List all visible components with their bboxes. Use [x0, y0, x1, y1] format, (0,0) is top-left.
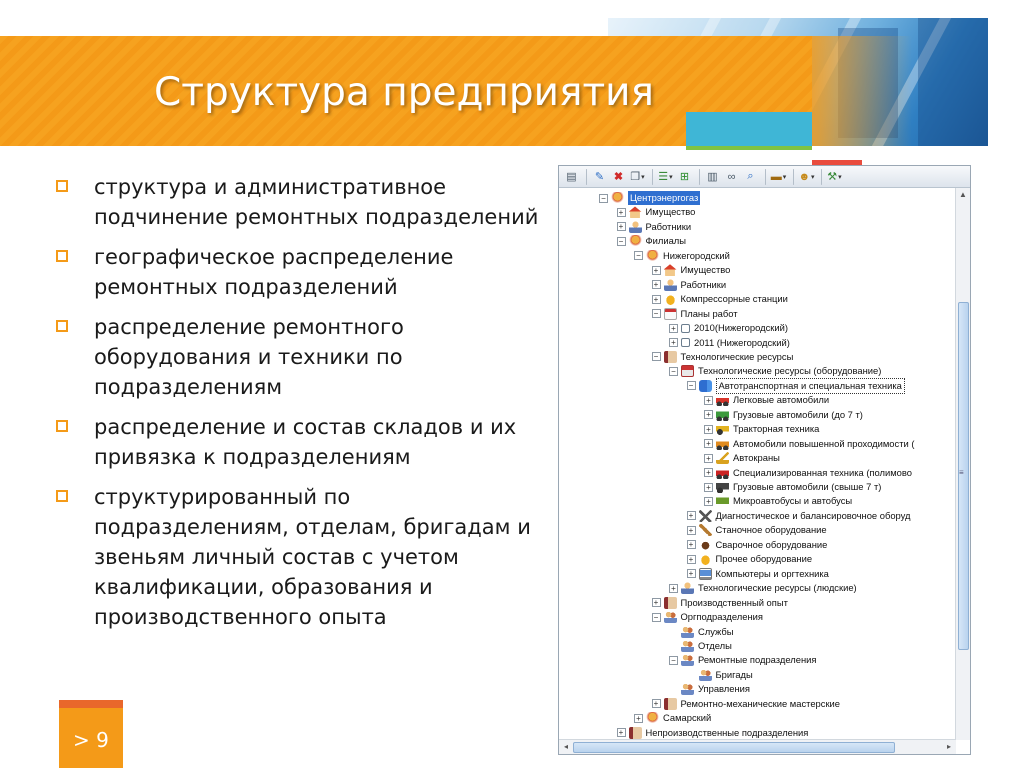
bullet-item: [52, 412, 548, 472]
bullet-square-icon: [56, 490, 68, 502]
binoculars-icon[interactable]: ∞: [727, 170, 736, 183]
tree-node[interactable]: [704, 393, 829, 407]
expand-icon[interactable]: +: [652, 699, 661, 708]
tree-node[interactable]: [704, 408, 863, 422]
tree-node-label: Грузовые автомобили (свыше 7 т): [733, 481, 882, 492]
tree-node[interactable]: [652, 350, 794, 364]
bullet-item: [52, 312, 548, 402]
people-icon: [681, 683, 694, 695]
tree-node-label: Ремонтно-механические мастерские: [680, 697, 841, 709]
tree-window: [558, 165, 971, 755]
org-icon: [646, 712, 659, 724]
btruck-icon: [716, 481, 729, 493]
toolbar-separator: [765, 169, 766, 185]
tree-node[interactable]: [669, 639, 732, 653]
bullet-item: [52, 172, 548, 232]
tree-node[interactable]: [669, 653, 816, 667]
tree-node-label: Планы работ: [680, 307, 738, 319]
page-number-bar: [59, 700, 123, 708]
tree-node[interactable]: [687, 552, 813, 566]
page-number: > 9: [73, 728, 109, 752]
expand-icon[interactable]: +: [704, 396, 713, 405]
tree-node[interactable]: [652, 307, 738, 321]
tree-node-label: Технологические ресурсы: [680, 350, 794, 362]
tree-node[interactable]: [652, 292, 788, 306]
tree-node-label: Отделы: [698, 639, 732, 651]
bullet-square-icon: [56, 320, 68, 332]
scroll-left-icon[interactable]: ◂: [563, 742, 568, 751]
expand-icon[interactable]: +: [669, 338, 678, 347]
green-accent: [686, 146, 812, 150]
tree-node-label: Тракторная техника: [733, 423, 820, 435]
person-icon: [681, 582, 694, 594]
check-icon: [681, 324, 690, 333]
tree-node[interactable]: [652, 610, 763, 624]
layout-icon[interactable]: ▬ ▾: [770, 169, 787, 185]
tree-node-label: 2011 (Нижегородский): [694, 336, 790, 348]
tools-icon[interactable]: ⚒ ▾: [826, 169, 843, 185]
bullet-square-icon: [56, 180, 68, 192]
tree-node[interactable]: [617, 205, 696, 219]
tree-node[interactable]: [704, 466, 912, 480]
tree-node[interactable]: [687, 509, 911, 523]
med-icon: [681, 365, 694, 377]
crane-icon: [716, 452, 729, 464]
horizontal-scroll-thumb[interactable]: [573, 742, 895, 753]
expand-icon[interactable]: +: [652, 598, 661, 607]
tree-node-label: Легковые автомобили: [733, 394, 830, 406]
report-icon[interactable]: ▥: [707, 171, 718, 183]
leaf-spacer: [669, 685, 678, 694]
collapse-icon[interactable]: −: [634, 251, 643, 260]
tree-node[interactable]: [704, 494, 852, 508]
tree-node-label: Службы: [698, 625, 734, 637]
bullet-text: географическое распределение ремонтных подразделений: [94, 245, 454, 299]
scroll-up-icon[interactable]: ▲: [959, 190, 967, 199]
expand-icon[interactable]: +: [652, 280, 661, 289]
org-icon: [646, 250, 659, 262]
new-icon[interactable]: ▤: [566, 171, 577, 183]
tree-node-label: Микроавтобусы и автобусы: [733, 495, 853, 507]
lathe-icon: [699, 524, 712, 536]
expand-icon[interactable]: +: [687, 555, 696, 564]
tree-node[interactable]: [652, 596, 788, 610]
expand-icon[interactable]: +: [704, 425, 713, 434]
expand-icon[interactable]: +: [704, 468, 713, 477]
toolbar-separator: [652, 169, 653, 185]
tree-node-label: Имущество: [680, 264, 731, 276]
page-number-block: [59, 700, 123, 768]
expand-icon[interactable]: +: [687, 511, 696, 520]
tree-node-label: Компрессорные станции: [680, 293, 788, 305]
people-icon: [681, 626, 694, 638]
properties-icon[interactable]: ☰ ▾: [657, 169, 674, 185]
weld-icon: [699, 539, 712, 551]
toolbar-separator: [699, 169, 700, 185]
people-icon: [664, 611, 677, 623]
tree-node[interactable]: [669, 336, 790, 350]
bullet-list: [52, 172, 548, 642]
horizontal-scrollbar[interactable]: [559, 739, 956, 754]
expand-icon[interactable]: +: [652, 266, 661, 275]
toolbar-separator: [793, 169, 794, 185]
tree-node-label: Ремонтные подразделения: [698, 654, 817, 666]
collapse-icon[interactable]: −: [669, 367, 678, 376]
tree-node[interactable]: [704, 437, 914, 451]
export-icon[interactable]: ⊞: [679, 171, 690, 183]
tree-node[interactable]: [669, 581, 857, 595]
pc-icon: [699, 568, 712, 580]
tree-node-label: Прочее оборудование: [715, 553, 813, 565]
bullet-text: структура и административное подчинение ремонтных подразделений: [94, 175, 539, 229]
tree-node-label: Диагностическое и балансировочное оборуд: [715, 509, 911, 521]
collapse-icon[interactable]: −: [652, 352, 661, 361]
tree-node[interactable]: [704, 422, 819, 436]
leaf-spacer: [687, 670, 696, 679]
person-icon: [629, 221, 642, 233]
tree-node-label: Автомобили повышенной проходимости (: [733, 437, 915, 449]
tree-node[interactable]: [634, 249, 730, 263]
expand-icon[interactable]: +: [669, 584, 678, 593]
expand-icon[interactable]: +: [617, 728, 626, 737]
collapse-icon[interactable]: −: [687, 381, 696, 390]
tree-node[interactable]: [652, 697, 841, 711]
slide-title: Структура предприятия: [154, 70, 654, 115]
people-icon: [681, 654, 694, 666]
expand-icon[interactable]: +: [687, 540, 696, 549]
expand-icon[interactable]: +: [634, 714, 643, 723]
car-icon: [716, 394, 729, 406]
book-icon: [629, 727, 642, 739]
tree-node[interactable]: [687, 567, 829, 581]
book-icon: [664, 597, 677, 609]
tree-node[interactable]: [669, 682, 750, 696]
tree-node-label: Нижегородский: [663, 249, 730, 261]
expand-icon[interactable]: +: [687, 526, 696, 535]
tree-node-label: Непроизводственные подразделения: [645, 726, 809, 738]
tree-node-label: Автотранспортная и специальная техника: [716, 378, 905, 394]
collapse-icon[interactable]: −: [669, 656, 678, 665]
tree-node[interactable]: [704, 480, 881, 494]
tree-node-label: Бригады: [715, 668, 753, 680]
tree-node-label: Станочное оборудование: [715, 524, 827, 536]
tree-node-label: Самарский: [663, 712, 712, 724]
bullet-item: [52, 242, 548, 302]
tree-node-label: Имущество: [645, 206, 696, 218]
org-icon: [611, 192, 624, 204]
expand-icon[interactable]: +: [687, 569, 696, 578]
people-icon: [699, 669, 712, 681]
check-icon: [681, 338, 690, 347]
tree-node-label: Компьютеры и оргтехника: [715, 567, 829, 579]
tree-node-label: Работники: [680, 278, 727, 290]
tree-node-label: Сварочное оборудование: [715, 538, 828, 550]
people-icon: [681, 640, 694, 652]
leaf-spacer: [669, 641, 678, 650]
other-icon: [699, 553, 712, 565]
scroll-right-icon[interactable]: ▸: [946, 742, 951, 751]
tree-toolbar: [559, 166, 970, 188]
house-icon: [629, 206, 642, 218]
tree-node[interactable]: [652, 263, 731, 277]
collapse-icon[interactable]: −: [599, 194, 608, 203]
tree-node[interactable]: [617, 726, 809, 740]
house-icon: [664, 264, 677, 276]
tree-node-label: Технологические ресурсы (оборудование): [698, 365, 882, 377]
search-icon[interactable]: ⌕: [747, 170, 754, 182]
bullet-square-icon: [56, 420, 68, 432]
edit-icon[interactable]: ✎: [594, 171, 605, 183]
truck-icon: [699, 380, 712, 392]
expand-icon[interactable]: +: [652, 295, 661, 304]
other-icon: [664, 293, 677, 305]
person-icon: [664, 279, 677, 291]
toolbar-separator: [586, 169, 587, 185]
bus-icon: [716, 495, 729, 507]
tree-node-label: Автокраны: [733, 452, 780, 464]
gtruck-icon: [716, 409, 729, 421]
leaf-spacer: [669, 627, 678, 636]
expand-icon[interactable]: +: [617, 208, 626, 217]
collapse-icon[interactable]: −: [652, 309, 661, 318]
org-tree[interactable]: [559, 188, 955, 738]
expand-icon[interactable]: +: [704, 410, 713, 419]
tree-node[interactable]: [617, 220, 692, 234]
tree-node[interactable]: [704, 451, 780, 465]
expand-icon[interactable]: +: [704, 454, 713, 463]
tree-node-label: 2010(Нижегородский): [694, 322, 788, 334]
vertical-scrollbar[interactable]: [955, 188, 970, 740]
tree-node[interactable]: [687, 538, 828, 552]
scroll-grip-icon: ≡: [959, 468, 964, 477]
tree-node[interactable]: [669, 364, 881, 378]
book-icon: [664, 351, 677, 363]
tree-node-label: Грузовые автомобили (до 7 т): [733, 408, 863, 420]
tree-node[interactable]: [669, 625, 734, 639]
tree-node[interactable]: [652, 278, 727, 292]
book-icon: [664, 698, 677, 710]
copy-icon[interactable]: ❐ ▾: [629, 169, 646, 185]
plan-icon: [664, 308, 677, 320]
tree-node[interactable]: [669, 321, 788, 335]
users-icon[interactable]: ☻ ▾: [798, 169, 815, 185]
tree-node-label: Технологические ресурсы (людские): [698, 582, 857, 594]
expand-icon[interactable]: +: [704, 497, 713, 506]
tree-node-label: Центрэнергогаз: [630, 192, 699, 203]
bullet-item: [52, 482, 548, 632]
teal-accent: [686, 112, 812, 146]
expand-icon[interactable]: +: [617, 222, 626, 231]
bullet-text: структурированный по подразделениям, отделам, бригадам и звеньям личный состав с учетом квалификации, образования и производственного опыта: [94, 485, 531, 629]
rtruck-icon: [716, 467, 729, 479]
collapse-icon[interactable]: −: [617, 237, 626, 246]
tree-node-label: Производственный опыт: [680, 596, 788, 608]
delete-icon[interactable]: ✖: [613, 171, 624, 183]
toolbar-separator: [821, 169, 822, 185]
tree-node[interactable]: [599, 191, 700, 205]
expand-icon[interactable]: +: [669, 324, 678, 333]
tree-node-label: Работники: [645, 220, 692, 232]
expand-icon[interactable]: +: [704, 439, 713, 448]
diag-icon: [699, 510, 712, 522]
tree-node-label: Специализированная техника (полимово: [733, 466, 912, 478]
otruck-icon: [716, 438, 729, 450]
title-band-fade: [812, 36, 912, 146]
bullet-text: распределение и состав складов и их привязка к подразделениям: [94, 415, 517, 469]
org-icon: [629, 235, 642, 247]
collapse-icon[interactable]: −: [652, 613, 661, 622]
tree-node[interactable]: [687, 379, 905, 393]
tree-node[interactable]: [687, 668, 753, 682]
tractor-icon: [716, 423, 729, 435]
expand-icon[interactable]: +: [704, 483, 713, 492]
tree-node-label: Управления: [698, 683, 750, 695]
bullet-text: распределение ремонтного оборудования и техники по подразделениям: [94, 315, 404, 399]
tree-node-label: Филиалы: [645, 235, 686, 247]
tree-node[interactable]: [634, 711, 711, 725]
tree-node-label: Оргподразделения: [680, 611, 763, 623]
bullet-square-icon: [56, 250, 68, 262]
tree-node[interactable]: [687, 523, 827, 537]
tree-node[interactable]: [617, 234, 687, 248]
